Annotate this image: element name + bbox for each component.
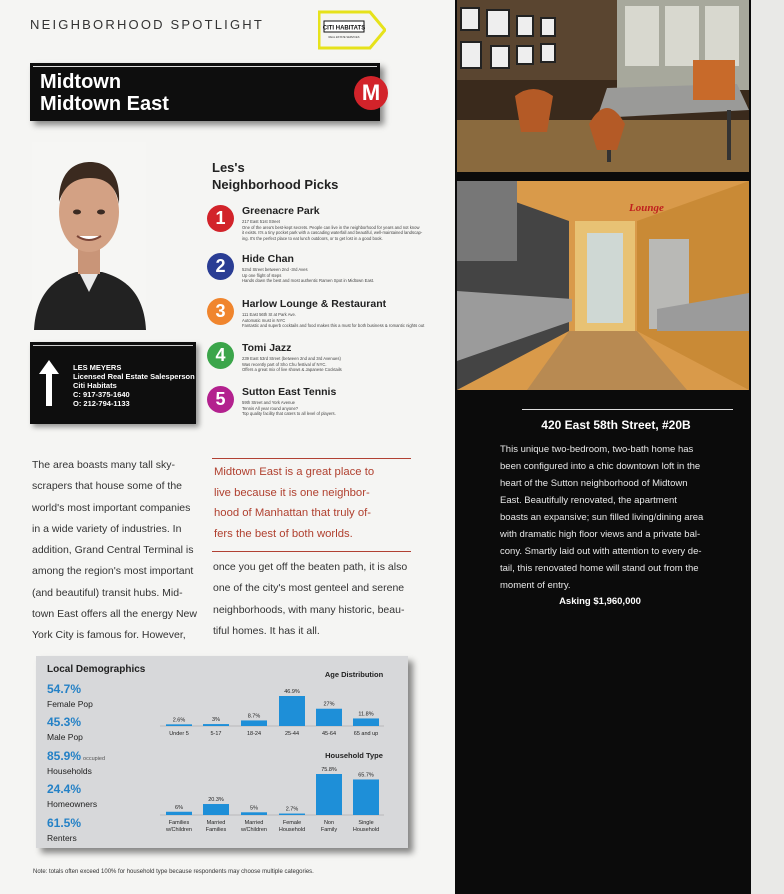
listing-address: 420 East 58th Street, #20B [541, 418, 691, 432]
agent-card-divider [33, 345, 193, 346]
pick-details [242, 267, 437, 284]
kitchen-photo [457, 181, 749, 390]
demographics-charts [36, 656, 408, 848]
sign-line-1: Midtown [40, 71, 122, 93]
chart-category-label: 5-17 [210, 731, 222, 737]
article-column-2 [213, 557, 411, 642]
logo-text: CITI HABITATS [322, 25, 366, 32]
kitchen-sign: Lounge [629, 202, 664, 214]
agent-cell: C: 917-375-1640 [73, 390, 130, 399]
stat-percent: 45.3% [47, 715, 82, 729]
arrow-up-icon [38, 358, 60, 408]
chart-bar [166, 724, 192, 726]
pick-name: Harlow Lounge & Restaurant [242, 298, 387, 310]
listing-description-line: East. Beautifully renovated, the apartment [500, 495, 677, 506]
chart-bar [241, 720, 267, 726]
pick-number: 2 [207, 253, 234, 280]
listing-description-line: heart of the Sutton neighborhood of Midtown [500, 478, 688, 489]
stat-percent: 85.9% [47, 749, 82, 763]
pick-name: Greenacre Park [242, 205, 320, 217]
listing-description-line: moment of entry. [500, 580, 571, 591]
chart-bar [353, 779, 379, 815]
article-column-1 [32, 455, 202, 647]
agent-portrait [32, 142, 146, 330]
pick-detail-line: Automatic must in NYC [242, 317, 286, 323]
article-line: York City is famous for. However, [32, 629, 186, 642]
listing-description-line: been configured into a chic downtown loft in the [500, 461, 701, 472]
pick-detail-line: Top quality facility that caters to all level of players. [242, 411, 336, 417]
pick-name: Tomi Jazz [242, 342, 292, 354]
article-line: addition, Grand Central Terminal is [32, 544, 194, 557]
chart-category-label: Single [358, 820, 374, 826]
stat-qualifier: occupied [83, 756, 106, 762]
chart-bar [353, 718, 379, 726]
pull-quote-line: fers the best of both worlds. [214, 527, 353, 540]
chart-category-label: Married [206, 820, 226, 826]
listing-description-line: tail, this renovated home will stand out from the [500, 563, 699, 574]
pick-detail-line: Fantastic and superb cocktails and food makes this a must for both business & romantic nights out [242, 323, 425, 329]
chart-bar [241, 812, 267, 815]
chart-value-label: 8.7% [247, 713, 261, 720]
page-edge [751, 0, 784, 894]
listing-price: Asking $1,960,000 [559, 596, 641, 607]
metro-badge: M [354, 76, 388, 110]
chart-category-label: 65 and up [353, 731, 379, 737]
stat-percent: 24.4% [47, 782, 82, 796]
pick-name: Sutton East Tennis [242, 386, 337, 398]
chart-title: Age Distribution [324, 670, 384, 679]
agent-company: Citi Habitats [73, 381, 117, 390]
listing-description-line: with dramatic high floor views and a private bal- [500, 529, 701, 540]
chart-title: Household Type [325, 751, 383, 760]
picks-title-line-1: Les's [212, 160, 245, 175]
pick-detail-line: 111 East 56th St at Park Ave. [242, 312, 297, 317]
chart-bar [316, 774, 342, 815]
demographics-title: Local Demographics [47, 664, 146, 675]
stat-percent: 54.7% [47, 682, 82, 696]
pick-detail-line: 217 East 51st Street [242, 219, 280, 224]
article-line: The area boasts many tall sky- [32, 459, 175, 471]
sign-line-2: Midtown East [40, 93, 169, 115]
article-line: in a wide variety of industries. In [32, 522, 182, 535]
chart-value-label: 20.3% [208, 797, 224, 804]
article-line: town East offers all the energy New [32, 608, 197, 621]
pick-details [242, 356, 437, 373]
article-line: scrapers that house some of the [32, 480, 182, 493]
chart-category-label: w/Children [166, 827, 192, 833]
agent-office: O: 212-794-1133 [73, 399, 130, 408]
pick-details [242, 400, 437, 417]
agent-title: Licensed Real Estate Salesperson [73, 372, 195, 381]
chart-value-label: 5% [250, 805, 258, 812]
logo-subtext: REAL ESTATE SERVICES [328, 36, 360, 39]
pick-item [207, 205, 432, 245]
footnote: Note: totals often exceed 100% for household type because respondents may choose multiple categories. [33, 869, 314, 875]
pick-number: 4 [207, 342, 234, 369]
stat-label: Male Pop [47, 732, 83, 742]
pick-name: Hide Chan [242, 253, 294, 265]
pick-detail-line: 52nd Street between 2nd -3rd Aves [242, 267, 308, 272]
chart-category-label: Female [282, 820, 302, 826]
picks-title [212, 159, 338, 193]
pick-detail-line: ing. It's the perfect place to eat lunch outdoors, or to get lost in a good book. [242, 235, 383, 241]
chart-category-label: Families [168, 820, 190, 826]
pick-details [242, 219, 437, 241]
chart-bar [279, 814, 305, 815]
listing-description-line: This unique two-bedroom, two-bath home has [500, 444, 694, 455]
chart-bar [279, 696, 305, 726]
article-line: tiful homes. It has it all. [213, 624, 320, 637]
pick-item [207, 386, 432, 426]
pick-number: 1 [207, 205, 234, 232]
pick-detail-line: it exists. It's a tiny pocket park with a cascading waterfall and beautiful, well-maintained landscap- [242, 230, 423, 236]
stat-label: Homeowners [47, 799, 98, 809]
chart-bar [203, 724, 229, 726]
section-label: NEIGHBORHOOD SPOTLIGHT [30, 17, 265, 32]
pick-detail-line: Was recently part of Sho Chu festival of NYC. [242, 361, 327, 367]
chart-bar [203, 804, 229, 815]
chart-value-label: 2.7% [285, 806, 299, 813]
chart-value-label: 46.9% [284, 689, 300, 695]
chart-category-label: Married [244, 820, 264, 826]
chart-value-label: 2.6% [172, 717, 186, 724]
demographics-panel [36, 656, 408, 848]
chart-category-label: 18-24 [246, 731, 262, 737]
chart-category-label: Non [323, 820, 335, 826]
chart-value-label: 27% [323, 701, 335, 708]
chart-category-label: Household [278, 827, 306, 833]
stat-label: Female Pop [47, 699, 93, 709]
pick-number: 5 [207, 386, 234, 413]
living-room-photo [457, 0, 749, 172]
pick-details [242, 312, 437, 329]
pick-item [207, 298, 432, 338]
pull-quote-line: hood of Manhattan that truly of- [214, 507, 371, 519]
chart-value-label: 65.7% [358, 772, 374, 779]
subway-sign [30, 63, 380, 121]
listing-description-line: boasts an expansive; sun filled living/dining area [500, 512, 704, 523]
agent-name: LES MEYERS [73, 363, 122, 372]
chart-category-label: Families [205, 827, 227, 833]
pick-detail-line: Offers a great mix of live shows & Japanese Cocktails [242, 367, 342, 373]
chart-category-label: 45-64 [321, 731, 337, 737]
article-line: (and beautiful) transit hubs. Mid- [32, 586, 183, 599]
chart-bar [166, 812, 192, 815]
chart-category-label: 25-44 [284, 731, 300, 737]
stat-label: Renters [47, 833, 77, 843]
pick-detail-line: One of the area's best-kept secrets. People can live in the neighborhood for years and not know [242, 224, 420, 230]
pick-item [207, 342, 432, 382]
citi-habitats-logo [318, 10, 386, 50]
pick-detail-line: Hands down the best and most authentic Ramen Spot in Midtown East. [242, 278, 375, 284]
agent-card [30, 342, 196, 424]
article-line: world's most important companies [32, 501, 191, 514]
pick-detail-line: Tennis All year round anyone? [242, 405, 299, 411]
chart-value-label: 75.8% [321, 767, 337, 773]
pull-quote-line: Midtown East is a great place to [214, 466, 375, 478]
listing-description-line: cony. Smartly laid out with attention to every de- [500, 546, 702, 557]
pick-detail-line: 59th Street and York Avenue [242, 400, 296, 405]
stat-label: Households [47, 766, 92, 776]
chart-category-label: Family [320, 827, 338, 833]
listing-description [500, 441, 733, 594]
chart-value-label: 11.8% [358, 711, 374, 718]
chart-value-label: 3% [212, 717, 220, 724]
pick-number: 3 [207, 298, 234, 325]
article-line: among the region's most important [32, 565, 194, 578]
chart-value-label: 6% [175, 804, 183, 811]
pick-item [207, 253, 432, 293]
article-line: once you get off the beaten path, it is also [213, 561, 408, 573]
picks-title-line-2: Neighborhood Picks [212, 177, 339, 192]
chart-category-label: Household [352, 827, 380, 833]
chart-bar [316, 709, 342, 726]
sign-divider [33, 66, 377, 67]
article-line: neighborhoods, with many historic, beau- [213, 603, 405, 616]
pick-detail-line: 239 East 53rd Street (between 2nd and 3rd Avenues) [242, 356, 341, 361]
article-line: one of the city's most genteel and serene [213, 582, 405, 595]
stat-percent: 61.5% [47, 816, 82, 830]
pull-quote [212, 458, 411, 552]
pull-quote-line: live because it is one neighbor- [214, 486, 370, 499]
listing-divider [522, 409, 733, 410]
pick-detail-line: Up one flight of steps [242, 272, 282, 278]
agent-info [73, 363, 195, 408]
chart-category-label: Under 5 [169, 731, 189, 737]
chart-category-label: w/Children [241, 827, 267, 833]
